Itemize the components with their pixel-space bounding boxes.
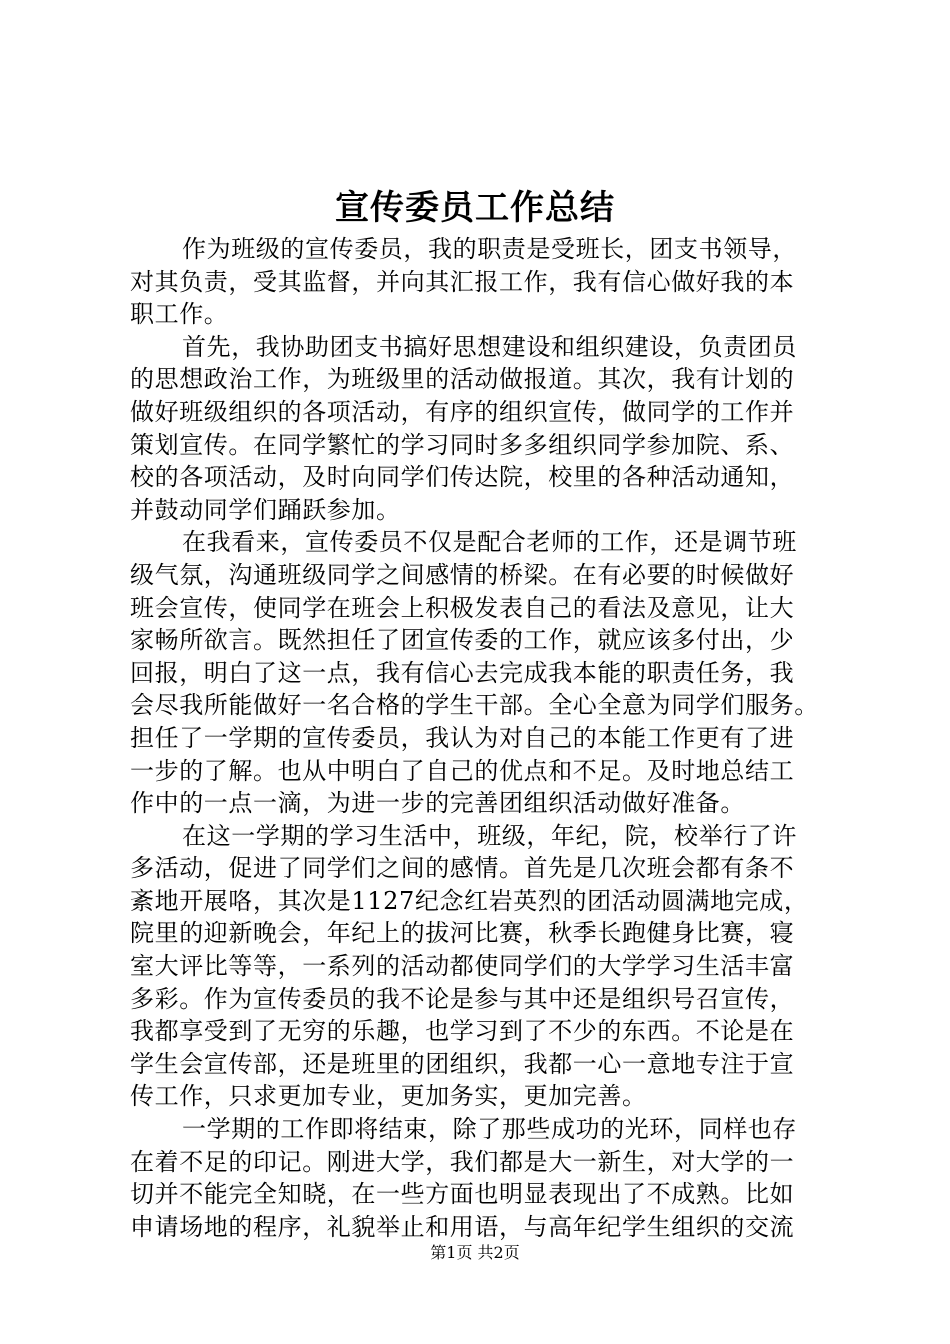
text-line: 紊地开展咯，其次是1127纪念红岩英烈的团活动圆满地完成， — [130, 886, 809, 915]
text-line: 传工作，只求更加专业，更加务实，更加完善。 — [130, 1082, 647, 1111]
text-line: 家畅所欲言。既然担任了团宣传委的工作，就应该多付出，少 — [130, 626, 795, 655]
document-body — [130, 233, 842, 1243]
text-line: 班会宣传，使同学在班会上积极发表自己的看法及意见，让大 — [130, 593, 795, 622]
text-line: 会尽我所能做好一名合格的学生干部。全心全意为同学们服务。 — [130, 691, 819, 720]
text-line: 并鼓动同学们踊跃参加。 — [130, 495, 401, 524]
text-line: 我都享受到了无穷的乐趣，也学习到了不少的东西。不论是在 — [130, 1017, 795, 1046]
text-line: 学生会宣传部，还是班里的团组织，我都一心一意地专注于宣 — [130, 1049, 795, 1078]
text-line: 做好班级组织的各项活动，有序的组织宣传，做同学的工作并 — [130, 397, 795, 426]
text-line: 担任了一学期的宣传委员，我认为对自己的本能工作更有了进 — [130, 723, 795, 752]
text-line: 的思想政治工作，为班级里的活动做报道。其次，我有计划的 — [130, 365, 795, 394]
text-line: 在着不足的印记。刚进大学，我们都是大一新生，对大学的一 — [130, 1147, 795, 1176]
text-line: 申请场地的程序，礼貌举止和用语，与高年纪学生组织的交流 — [130, 1212, 795, 1241]
text-line: 一步的了解。也从中明白了自己的优点和不足。及时地总结工 — [130, 756, 795, 785]
text-line: 策划宣传。在同学繁忙的学习同时多多组织同学参加院、系、 — [130, 430, 795, 459]
text-line: 多活动，促进了同学们之间的感情。首先是几次班会都有条不 — [130, 854, 795, 883]
text-line: 首先，我协助团支书搞好思想建设和组织建设，负责团员 — [182, 332, 797, 361]
text-line: 一学期的工作即将结束，除了那些成功的光环，同样也存 — [182, 1115, 797, 1144]
document-title: 宣传委员工作总结 — [335, 188, 615, 228]
text-line: 室大评比等等，一系列的活动都使同学们的大学学习生活丰富 — [130, 952, 795, 981]
text-line: 院里的迎新晚会，年纪上的拔河比赛，秋季长跑健身比赛，寝 — [130, 919, 795, 948]
text-line: 切并不能完全知晓，在一些方面也明显表现出了不成熟。比如 — [130, 1180, 795, 1209]
page-footer: 第1页 共2页 — [430, 1243, 520, 1262]
text-line: 回报，明白了这一点，我有信心去完成我本能的职责任务，我 — [130, 658, 795, 687]
text-line: 校的各项活动，及时向同学们传达院，校里的各种活动通知， — [130, 463, 795, 492]
text-line: 作中的一点一滴，为进一步的完善团组织活动做好准备。 — [130, 789, 745, 818]
text-line: 作为班级的宣传委员，我的职责是受班长，团支书领导， — [182, 235, 797, 263]
text-line: 多彩。作为宣传委员的我不论是参与其中还是组织号召宣传， — [130, 984, 795, 1013]
text-line: 职工作。 — [130, 300, 229, 329]
text-line: 级气氛，沟通班级同学之间感情的桥梁。在有必要的时候做好 — [130, 560, 795, 589]
text-line: 在这一学期的学习生活中，班级，年纪，院，校举行了许 — [182, 821, 797, 850]
text-line: 在我看来，宣传委员不仅是配合老师的工作，还是调节班 — [182, 528, 797, 557]
text-line: 对其负责，受其监督，并向其汇报工作，我有信心做好我的本 — [130, 267, 795, 296]
